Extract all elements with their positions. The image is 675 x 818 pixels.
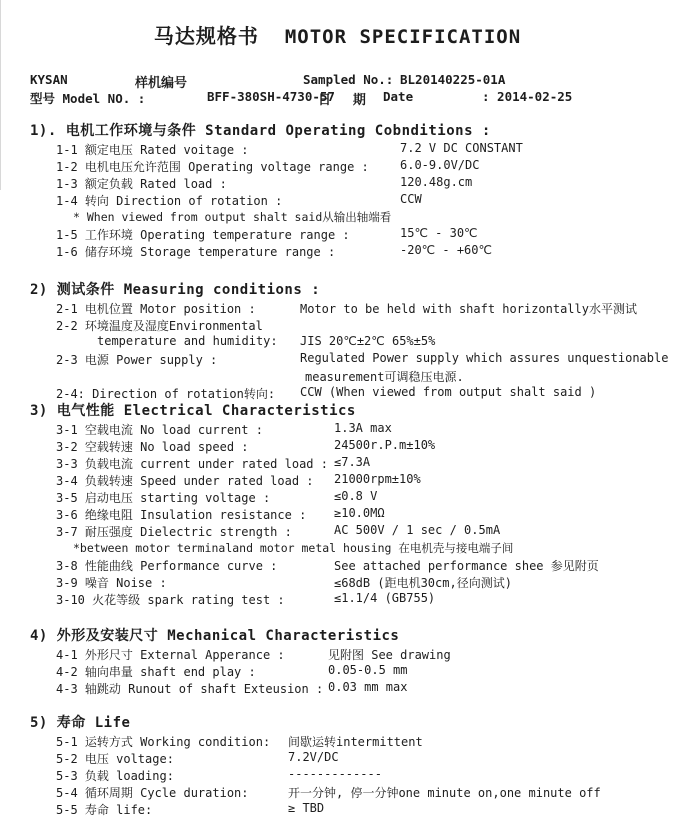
section-1 (0, 120, 675, 260)
spec-value: 7.2 V DC CONSTANT (400, 141, 523, 155)
spec-value: CCW (400, 192, 422, 206)
spec-row (0, 141, 675, 158)
spec-value: 120.48g.cm (400, 175, 473, 189)
spec-value: ≥10.0MΩ (334, 506, 385, 520)
date-label-cn: 日 期 (318, 93, 373, 108)
spec-row (0, 438, 675, 455)
spec-value: 0.03 mm max (328, 680, 408, 694)
spec-row (0, 300, 675, 317)
spec-value: ------------- (288, 767, 382, 781)
spec-row (0, 646, 675, 663)
spec-row (0, 192, 675, 209)
spec-label: 1-5 工作环境 Operating temperature range : (56, 228, 350, 242)
spec-label: 2-1 电机位置 Motor position : (56, 302, 256, 316)
spec-value: 7.2V/DC (288, 750, 339, 764)
spec-row (0, 158, 675, 175)
sampled-no-label: Sampled No.: (303, 72, 394, 87)
spec-label: 3-1 空载电流 No load current : (56, 423, 263, 437)
section-heading: 2) 测试条件 Measuring conditions : (30, 282, 321, 298)
section-3 (0, 400, 675, 608)
spec-row (0, 243, 675, 260)
spec-row (0, 489, 675, 506)
spec-row (0, 663, 675, 680)
spec-label: 5-4 循环周期 Cycle duration: (56, 786, 249, 800)
spec-row (0, 455, 675, 472)
spec-label: temperature and humidity: (97, 334, 278, 348)
spec-label: 3-2 空载转速 No load speed : (56, 440, 249, 454)
spec-label: 4-3 轴跳动 Runout of shaft Exteusion : (56, 682, 324, 696)
company-name: KYSAN (30, 72, 68, 87)
page-title-english: MOTOR SPECIFICATION (284, 26, 522, 48)
spec-label: 3-3 负载电流 current under rated load : (56, 457, 328, 471)
sample-number-label-cn: 样机编号 (135, 76, 188, 91)
spec-value: AC 500V / 1 sec / 0.5mA (334, 523, 501, 537)
spec-label: 4-2 轴向串量 shaft end play : (56, 665, 256, 679)
section-5 (0, 712, 675, 818)
spec-row (0, 421, 675, 438)
spec-row (0, 368, 675, 385)
spec-label: 5-2 电压 voltage: (56, 752, 174, 766)
spec-value: JIS 20℃±2℃ 65%±5% (300, 334, 436, 348)
spec-value: -20℃ - +60℃ (400, 243, 492, 257)
spec-value: measurement可调稳压电源. (305, 370, 464, 384)
spec-value: See attached performance shee 参见附页 (334, 559, 599, 573)
spec-label: 3-10 火花等级 spark rating test : (56, 593, 285, 607)
spec-value: 见附图 See drawing (328, 648, 451, 662)
spec-row (0, 733, 675, 750)
spec-label: * When viewed from output shalt said从输出轴端看 (73, 210, 392, 224)
spec-label: 5-1 运转方式 Working condition: (56, 735, 271, 749)
spec-value: 1.3A max (334, 421, 392, 435)
spec-label: 1-3 额定负载 Rated load : (56, 177, 227, 191)
spec-label: 1-2 电机电压允许范围 Operating voltage range : (56, 160, 369, 174)
spec-label: 2-2 环境温度及湿度Environmental (56, 319, 263, 333)
date-label-en: Date (383, 89, 414, 104)
spec-label: 5-3 负载 loading: (56, 769, 174, 783)
spec-row (0, 209, 675, 226)
spec-value: ≤68dB (距电机30cm,径向测试) (334, 576, 512, 590)
spec-label: 1-1 额定电压 Rated voitage : (56, 143, 249, 157)
spec-value: Motor to be held with shaft horizontally水平测试 (300, 302, 637, 316)
spec-label: 3-8 性能曲线 Performance curve : (56, 559, 278, 573)
model-no-label: 型号 Model NO. : (30, 91, 146, 106)
spec-row (0, 750, 675, 767)
spec-value: Regulated Power supply which assures unquestionable (300, 351, 669, 365)
section-4 (0, 625, 675, 697)
spec-value: 21000rpm±10% (334, 472, 421, 486)
spec-value: 24500r.P.m±10% (334, 438, 436, 452)
page-title (0, 20, 675, 49)
spec-label: 3-7 耐压强度 Dielectric strength : (56, 525, 292, 539)
spec-label: 4-1 外形尺寸 External Apperance : (56, 648, 285, 662)
spec-row (0, 472, 675, 489)
spec-label: 3-4 负载转速 Speed under rated load : (56, 474, 314, 488)
spec-label: 3-9 噪音 Noise : (56, 576, 167, 590)
spec-row (0, 226, 675, 243)
header-row-sample (0, 72, 675, 89)
spec-value: 0.05-0.5 mm (328, 663, 408, 677)
spec-row (0, 784, 675, 801)
spec-row (0, 680, 675, 697)
spec-value: 间歇运转intermittent (288, 735, 423, 749)
spec-row (0, 540, 675, 557)
section-heading: 4) 外形及安装尺寸 Mechanical Characteristics (30, 628, 400, 644)
spec-row (0, 523, 675, 540)
spec-row (0, 317, 675, 334)
sampled-no-value: BL20140225-01A (400, 72, 506, 87)
header-row-model (0, 89, 675, 106)
spec-row (0, 334, 675, 351)
section-heading: 3) 电气性能 Electrical Characteristics (30, 403, 356, 419)
spec-row (0, 591, 675, 608)
spec-row (0, 557, 675, 574)
spec-row (0, 175, 675, 192)
spec-value: 6.0-9.0V/DC (400, 158, 480, 172)
spec-value: ≥ TBD (288, 801, 325, 815)
spec-label: *between motor terminaland motor metal housing 在电机壳与接电端子间 (73, 541, 514, 555)
spec-label: 3-6 绝缘电阻 Insulation resistance : (56, 508, 307, 522)
spec-value: ≤0.8 V (334, 489, 378, 503)
spec-value: ≤1.1/4 (GB755) (334, 591, 436, 605)
spec-value: ≤7.3A (334, 455, 371, 469)
spec-row (0, 574, 675, 591)
spec-label: 3-5 启动电压 starting voltage : (56, 491, 271, 505)
model-no-value: BFF-380SH-4730-57 (207, 89, 335, 104)
spec-label: 2-3 电源 Power supply : (56, 353, 218, 367)
spec-value: CCW (When viewed from output shalt said ) (300, 385, 597, 399)
section-2 (0, 279, 675, 402)
spec-label: 2-4: Direction of rotation转向: (56, 387, 276, 401)
date-value: : 2014-02-25 (482, 89, 573, 104)
spec-row (0, 767, 675, 784)
section-heading: 1). 电机工作环境与条件 Standard Operating Cobnditions : (30, 123, 491, 139)
section-heading: 5) 寿命 Life (30, 715, 131, 731)
spec-row (0, 506, 675, 523)
spec-row (0, 351, 675, 368)
page-title-chinese: 马达规格书 (153, 24, 259, 48)
spec-value: 开一分钟, 停一分钟one minute on,one minute off (288, 786, 601, 800)
spec-label: 1-4 转向 Direction of rotation : (56, 194, 283, 208)
spec-row (0, 801, 675, 818)
spec-label: 1-6 储存环境 Storage temperature range : (56, 245, 336, 259)
spec-label: 5-5 寿命 life: (56, 803, 153, 817)
spec-value: 15℃ - 30℃ (400, 226, 478, 240)
